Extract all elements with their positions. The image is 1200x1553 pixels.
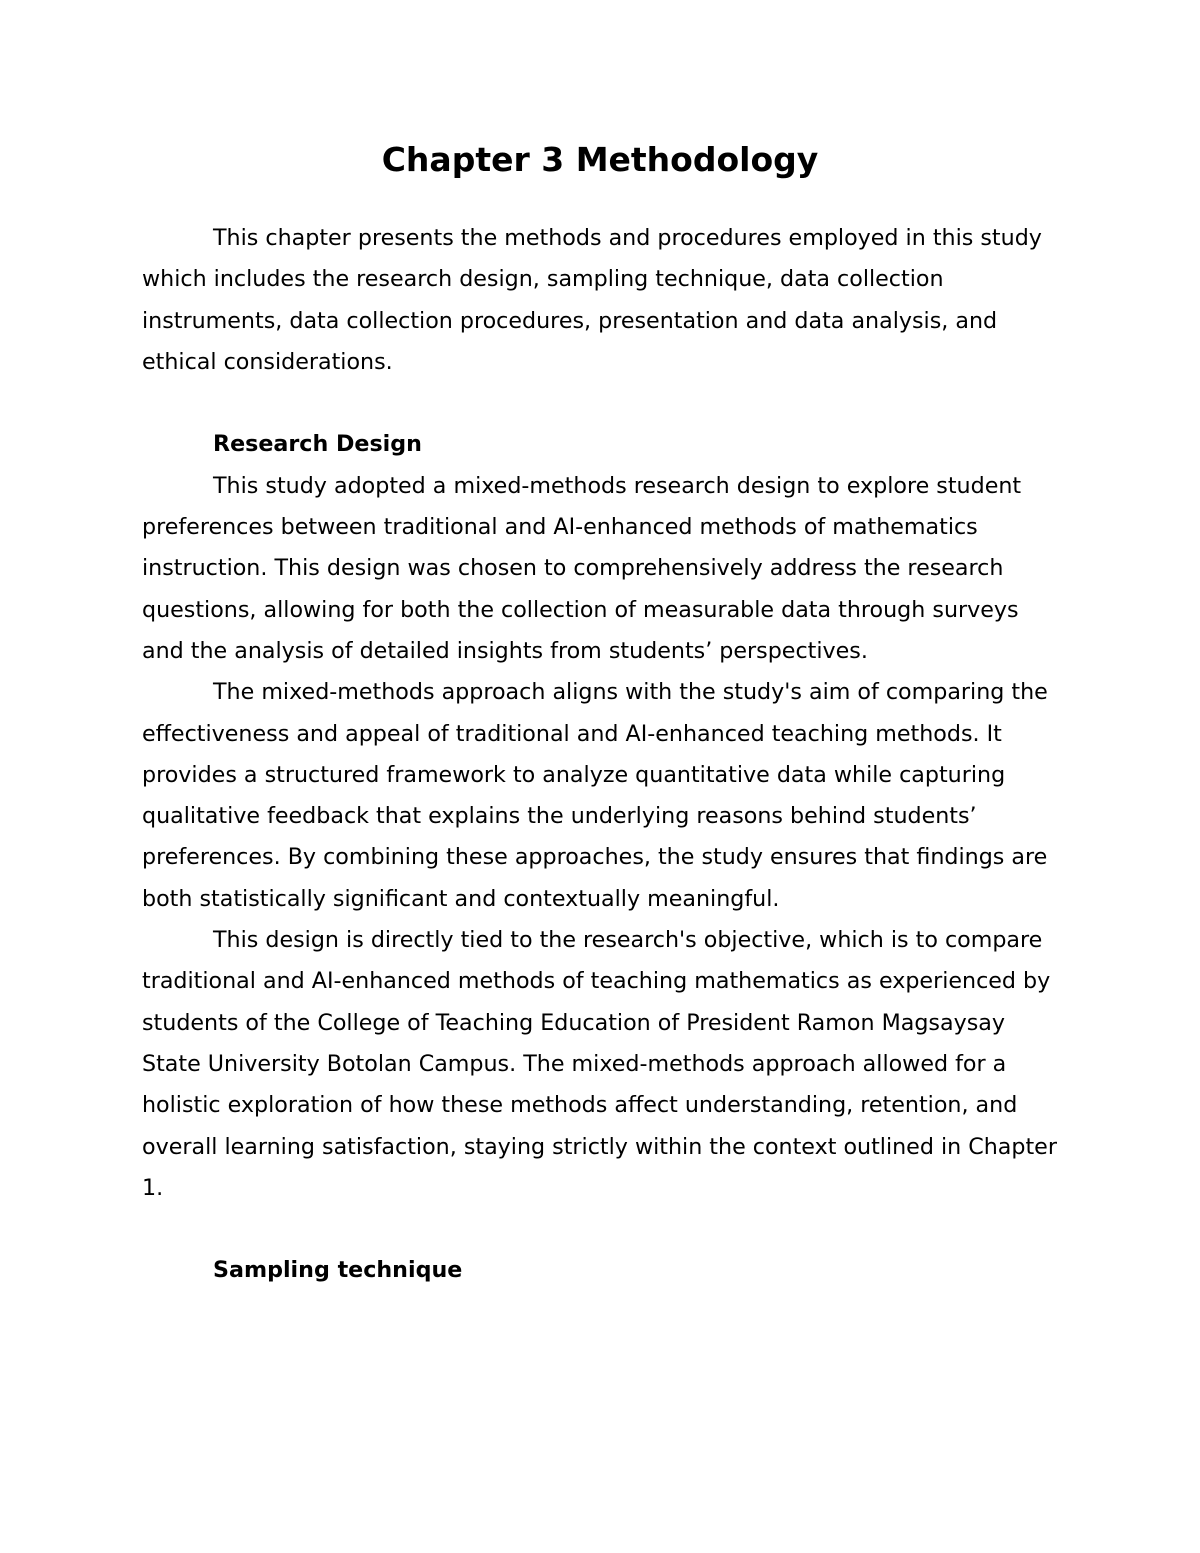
spacer (142, 383, 1062, 424)
chapter-title: Chapter 3 Methodology (381, 140, 819, 179)
section-heading-research-design: Research Design (213, 431, 422, 458)
research-design-paragraph-3: This design is directly tied to the research's objective, which is to compare traditional and AI-enhanced methods of teaching mathematics as experienced by students of the College of Teaching Education of President Ramon Magsaysay State University Botolan Campus. The mixed-methods approach allowed for a holistic exploration of how these methods affect understanding, retention, and overall learning satisfaction, staying strictly within the context outlined in Chapter 1. (142, 927, 1057, 1201)
research-design-paragraph-1: This study adopted a mixed-methods research design to explore student preferences between traditional and AI-enhanced methods of mathematics instruction. This design was chosen to comprehensively address the research questions, allowing for both the collection of measurable data through surveys and the analysis of detailed insights from students’ perspectives. (142, 472, 1022, 664)
research-design-paragraph-2: The mixed-methods approach aligns with the study's aim of comparing the effectiveness and appeal of traditional and AI-enhanced teaching methods. It provides a structured framework to analyze quantitative data while capturing qualitative feedback that explains the underlying reasons behind students’ preferences. By combining these approaches, the study ensures that findings are both statistically significant and contextually meaningful. (142, 679, 1048, 912)
intro-paragraph: This chapter presents the methods and procedures employed in this study which includes the research design, sampling technique, data collection instruments, data collection procedures, presentation and data analysis, and ethical considerations. (142, 225, 1042, 375)
section-heading-sampling-technique: Sampling technique (213, 1257, 463, 1284)
document-body (142, 218, 1062, 1292)
spacer (142, 1209, 1062, 1250)
